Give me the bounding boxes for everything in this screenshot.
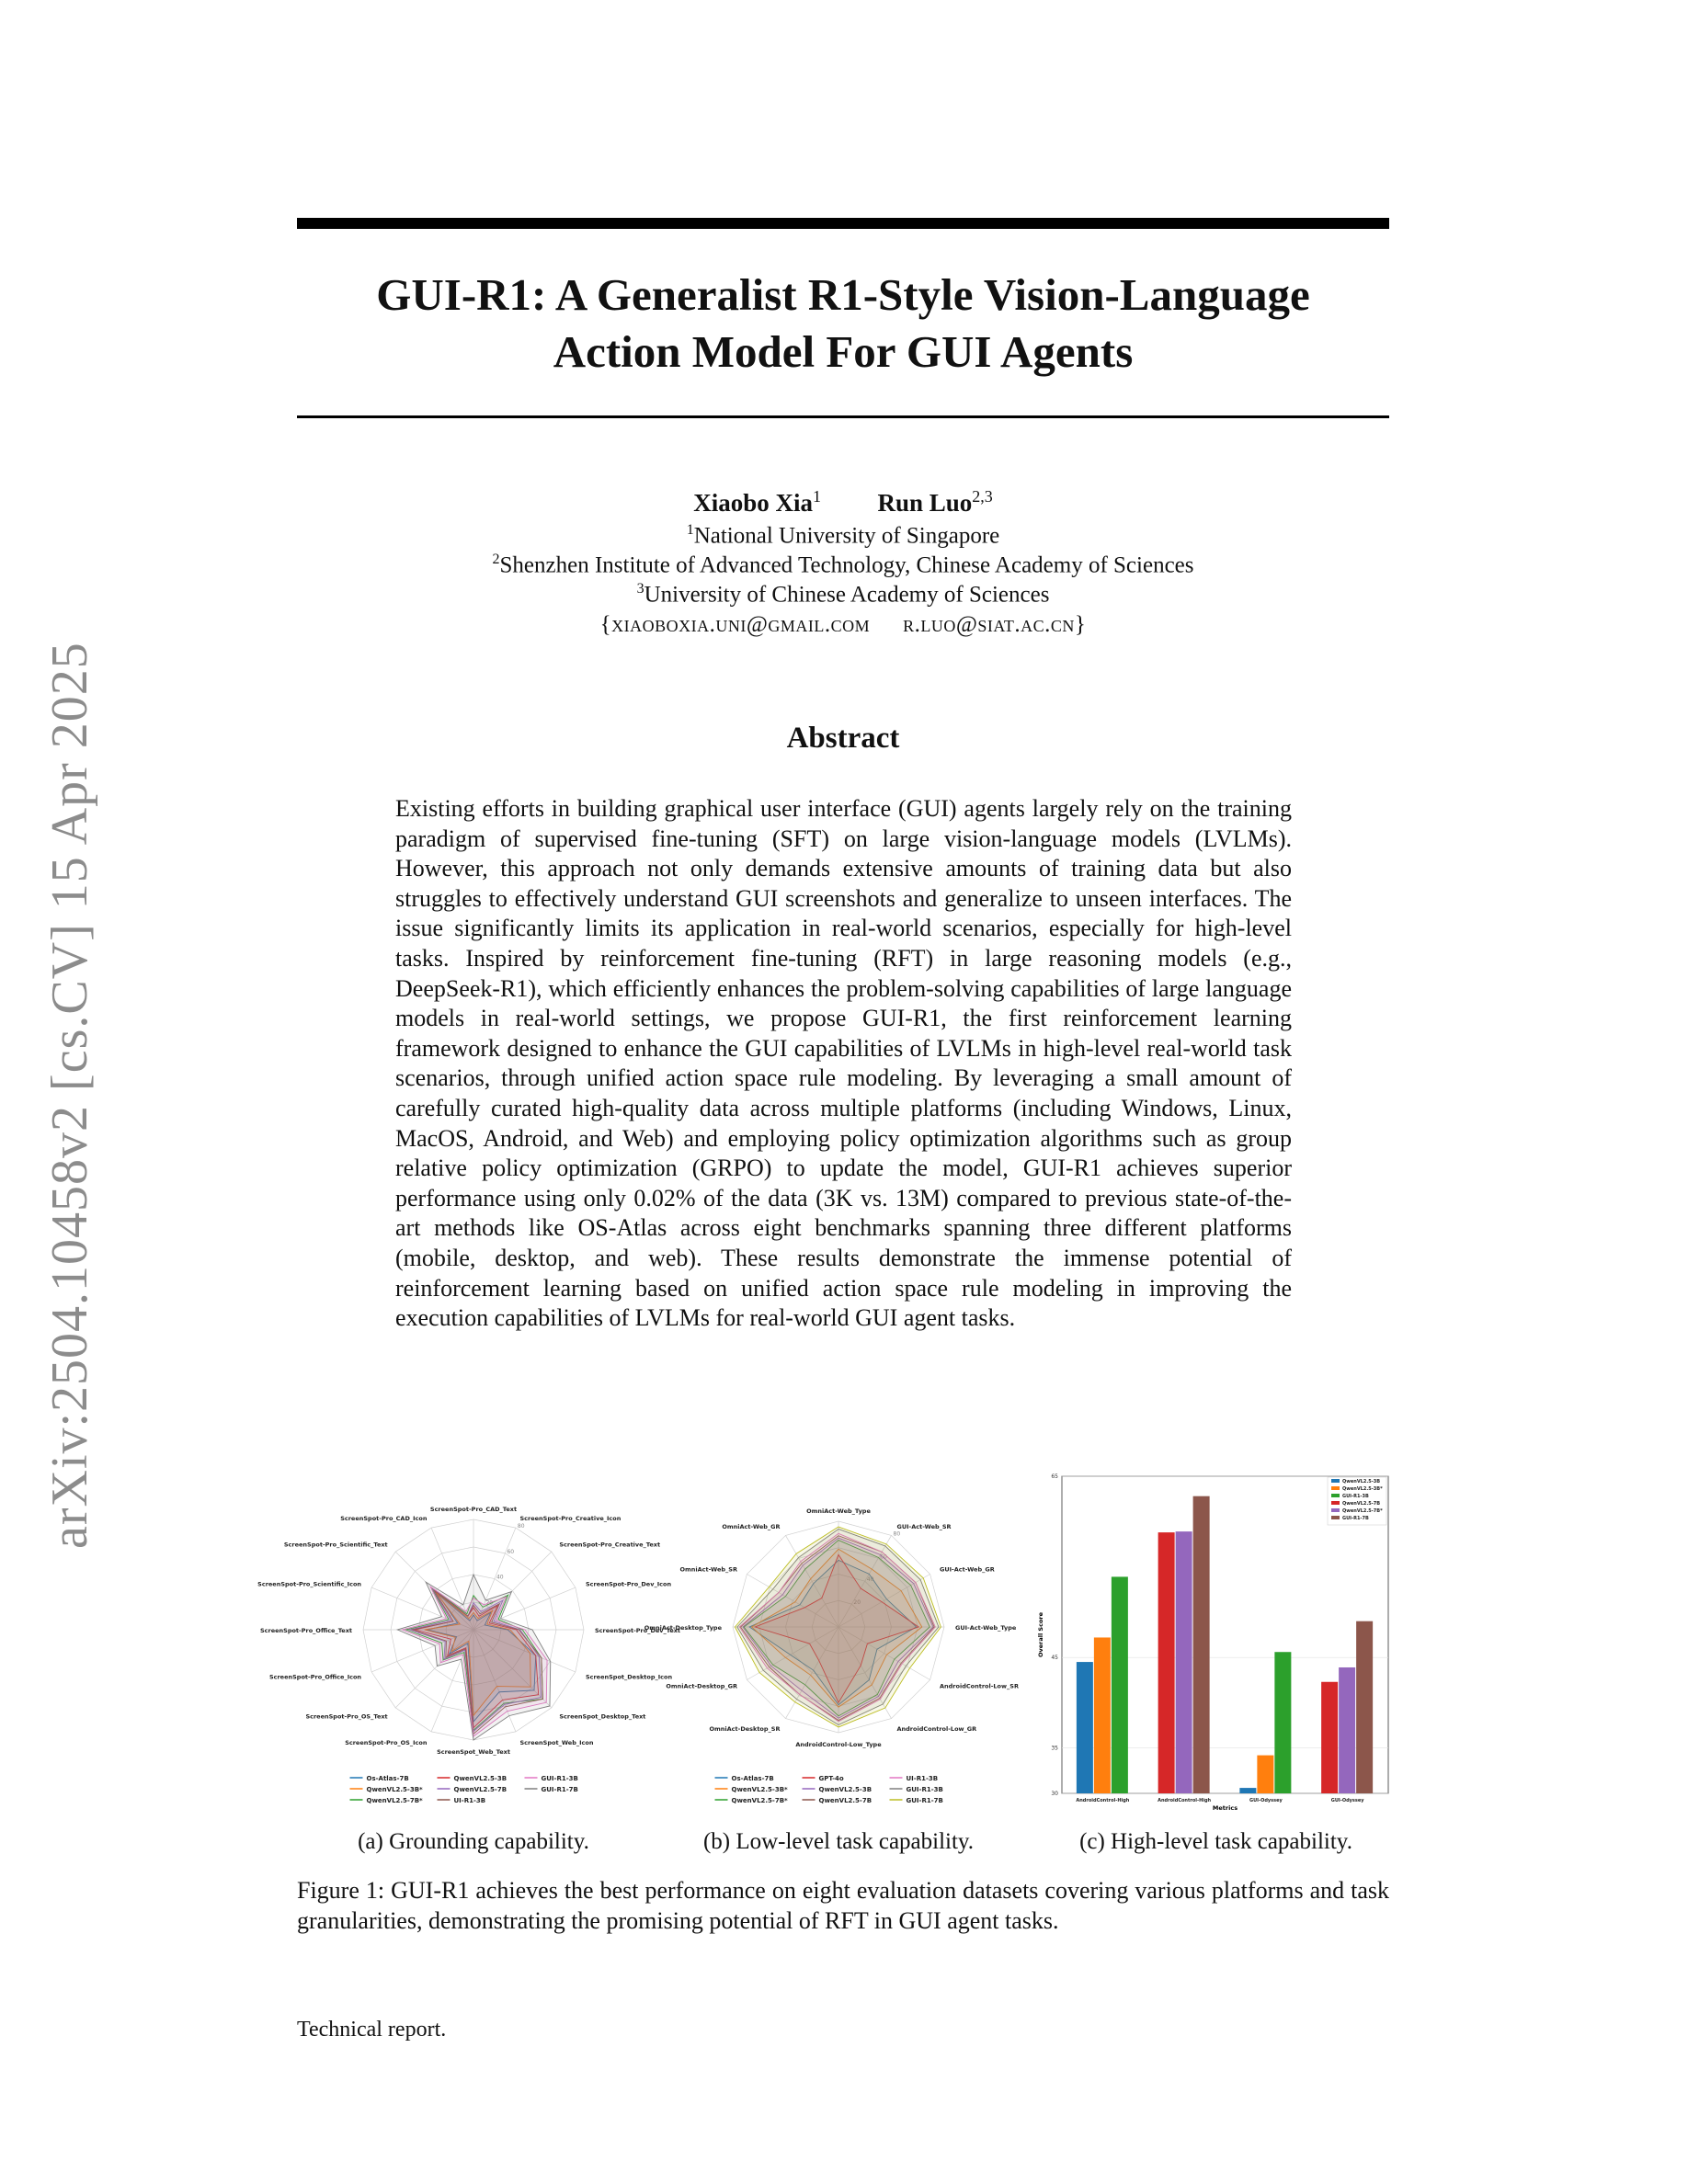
bar <box>1176 1531 1192 1793</box>
radar-series-area <box>397 1575 550 1740</box>
bar <box>1112 1576 1128 1793</box>
legend-label: QwenVL2.5-3B* <box>731 1786 788 1793</box>
y-axis-label: Overall Score <box>1037 1611 1044 1658</box>
figure-highlevel-bar <box>1034 1469 1397 1818</box>
legend-swatch <box>1331 1501 1340 1505</box>
email-link[interactable]: xiaoboxia.uni@gmail.com <box>611 612 871 637</box>
radar-axis-label: ScreenSpot-Pro_CAD_Icon <box>340 1515 428 1523</box>
radar-axis-label: GUI-Act-Web_GR <box>939 1565 995 1574</box>
x-tick-label: GUI-Odyssey <box>1249 1798 1283 1803</box>
paper-title <box>297 267 1389 381</box>
radar-tick-label: 80 <box>517 1523 525 1530</box>
bar <box>1356 1621 1373 1793</box>
radar-axis-label: ScreenSpot-Pro_Scientific_Icon <box>257 1580 362 1588</box>
legend-label: QwenVL2.5-7B* <box>366 1797 423 1804</box>
radar-axis-label: ScreenSpot_Desktop_Text <box>559 1712 646 1721</box>
radar-axis-label: ScreenSpot-Pro_Office_Icon <box>268 1673 362 1681</box>
legend-swatch <box>1331 1479 1340 1483</box>
author-affil-mark: 1 <box>812 487 821 506</box>
title-line-1: GUI-R1: A Generalist R1-Style Vision-Language <box>376 269 1310 320</box>
y-tick-label: 65 <box>1051 1473 1058 1480</box>
figure-caption: Figure 1: GUI-R1 achieves the best performance on eight evaluation datasets covering various platforms and task granularities, demonstrating the promising potential of RFT in GUI agent tasks. <box>297 1877 1389 1934</box>
legend-swatch <box>1331 1486 1340 1490</box>
legend-label: GUI-R1-3B <box>906 1786 943 1793</box>
legend-label: QwenVL2.5-3B <box>453 1775 508 1782</box>
radar-axis-label: OmniAct-Desktop_SR <box>709 1724 781 1733</box>
legend-label: QwenVL2.5-7B* <box>731 1797 788 1804</box>
radar-axis-label: AndroidControl-Low_Type <box>795 1741 882 1748</box>
radar-axis-label: AndroidControl-Low_SR <box>939 1682 1019 1690</box>
bar <box>1077 1662 1093 1793</box>
legend-label: GUI-R1-3B <box>1342 1494 1369 1499</box>
title-rule-top <box>297 218 1389 229</box>
y-tick-label: 30 <box>1051 1791 1058 1797</box>
legend-label: GUI-R1-7B <box>1342 1516 1369 1521</box>
radar-axis-label: OmniAct-Desktop_GR <box>666 1682 738 1690</box>
radar-axis-label: ScreenSpot_Web_Icon <box>519 1738 594 1746</box>
bar <box>1339 1667 1355 1793</box>
radar-tick-label: 20 <box>485 1599 494 1607</box>
bar <box>1274 1652 1291 1793</box>
radar-axis-label: OmniAct-Web_Type <box>806 1507 871 1515</box>
legend-swatch <box>1331 1508 1340 1512</box>
radar-axis-label: ScreenSpot-Pro_Creative_Text <box>559 1541 661 1549</box>
radar-chart-grounding <box>257 1469 681 1818</box>
y-tick-label: 45 <box>1051 1655 1058 1662</box>
y-tick-label: 35 <box>1051 1745 1058 1752</box>
radar-axis-label: ScreenSpot-Pro_Creative_Icon <box>519 1515 622 1523</box>
bar <box>1239 1788 1256 1793</box>
subcaption-b: (b) Low-level task capability. <box>702 1829 975 1854</box>
figure-grounding-radar <box>257 1469 681 1818</box>
bar <box>1158 1532 1175 1793</box>
bar <box>1321 1682 1338 1793</box>
legend-label: GUI-R1-7B <box>906 1797 943 1804</box>
radar-axis-label: OmniAct-Desktop_Type <box>644 1624 722 1632</box>
radar-axis-label: ScreenSpot-Pro_Dev_Text <box>595 1627 681 1634</box>
author-list <box>297 487 1389 518</box>
radar-axis-label: GUI-Act-Web_SR <box>896 1523 952 1531</box>
radar-axis-label: ScreenSpot-Pro_Scientific_Text <box>283 1541 388 1549</box>
legend-label: GUI-R1-3B <box>541 1775 578 1782</box>
radar-tick-label: 40 <box>496 1574 504 1581</box>
legend-swatch <box>1331 1494 1340 1497</box>
subcaption-c: (c) High-level task capability. <box>1079 1829 1352 1854</box>
radar-tick-label: 20 <box>853 1599 861 1607</box>
email-link[interactable]: r.luo@siat.ac.cn <box>903 612 1075 637</box>
radar-tick-label: 60 <box>507 1548 515 1555</box>
radar-axis-label: ScreenSpot_Desktop_Icon <box>585 1673 673 1681</box>
legend-label: Os-Atlas-7B <box>366 1775 409 1782</box>
radar-axis-label: ScreenSpot-Pro_CAD_Text <box>429 1506 518 1513</box>
legend-label: GUI-R1-7B <box>541 1786 578 1793</box>
legend-label: QwenVL2.5-3B <box>1342 1479 1381 1484</box>
author-affil-mark: 2,3 <box>972 487 993 506</box>
x-tick-label: AndroidControl-High <box>1158 1798 1212 1803</box>
legend-label: UI-R1-3B <box>453 1797 486 1804</box>
bar <box>1094 1637 1111 1793</box>
abstract-body: Existing efforts in building graphical user interface (GUI) agents largely rely on the training paradigm of supervised fine-tuning (SFT) on large vision-language models (LVLMs). However, this approach not only demands extensive amounts of training data but also struggles to effectively understand GUI screenshots and generalize to unseen interfaces. The issue significantly limits its application in real-world scenarios, especially for high-level tasks. Inspired by reinforcement fine-tuning (RFT) in large reasoning models (e.g., DeepSeek-R1), which efficiently enhances the problem-solving capabilities of large language models in real-world settings, we propose GUI-R1, the first reinforcement learning framework designed to enhance the GUI capabilities of LVLMs in high-level real-world task scenarios, through unified action space rule modeling. By leveraging a small amount of carefully curated high-quality data across multiple platforms (including Windows, Linux, MacOS, Android, and Web) and employing policy optimization algorithms such as group relative policy optimization (GRPO) to update the model, GUI-R1 achieves superior performance using only 0.02% of the data (3K vs. 13M) compared to previous state-of-the-art methods like OS-Atlas across eight benchmarks spanning three different platforms (mobile, desktop, and web). These results demonstrate the immense potential of reinforcement learning based on unified action space rule modeling in improving the execution capabilities of LVLMs for real-world GUI agent tasks. <box>395 795 1292 1332</box>
radar-axis-label: ScreenSpot-Pro_Office_Text <box>259 1627 352 1634</box>
legend-label: QwenVL2.5-7B* <box>1342 1508 1383 1514</box>
author-emails: {xiaoboxia.uni@gmail.com r.luo@siat.ac.cn} <box>599 612 1087 637</box>
radar-axis-label: OmniAct-Web_SR <box>679 1565 738 1574</box>
radar-chart-lowlevel <box>644 1469 1022 1818</box>
radar-axis-label: ScreenSpot_Web_Text <box>437 1748 510 1756</box>
radar-axis-label: GUI-Act-Web_Type <box>955 1624 1017 1632</box>
radar-tick-label: 40 <box>866 1576 874 1584</box>
legend-label: QwenVL2.5-7B <box>1342 1501 1381 1507</box>
affiliation: $^3$University of Chinese Academy of Sciences <box>636 581 1050 608</box>
title-line-2: Action Model For GUI Agents <box>553 326 1134 377</box>
legend-label: GPT-4o <box>818 1775 844 1782</box>
footnote: Technical report. <box>297 2018 447 2042</box>
affiliation: $^2$Shenzhen Institute of Advanced Technology, Chinese Academy of Sciences <box>492 552 1194 578</box>
abstract-heading: Abstract <box>786 722 900 755</box>
legend-label: Os-Atlas-7B <box>731 1775 774 1782</box>
legend-swatch <box>1331 1516 1340 1519</box>
bar <box>1257 1756 1273 1793</box>
figure-lowlevel-radar <box>644 1469 1022 1818</box>
title-rule-bottom <box>297 415 1389 418</box>
bar <box>1193 1496 1210 1793</box>
radar-axis-label: ScreenSpot-Pro_OS_Text <box>305 1712 388 1721</box>
legend-label: QwenVL2.5-3B <box>818 1786 873 1793</box>
arxiv-identifier-stamp: arXiv:2504.10458v2 [cs.CV] 15 Apr 2025 <box>41 642 98 1549</box>
author-name: Run Luo <box>877 489 973 517</box>
author-name: Xiaobo Xia <box>693 489 813 517</box>
radar-axis-label: AndroidControl-Low_GR <box>896 1724 977 1733</box>
subcaption-a: (a) Grounding capability. <box>358 1829 589 1854</box>
x-axis-label: Metrics <box>1212 1804 1238 1812</box>
legend-label: UI-R1-3B <box>906 1775 939 1782</box>
radar-tick-label: 60 <box>880 1553 887 1561</box>
radar-axis-label: OmniAct-Web_GR <box>722 1523 781 1531</box>
legend-label: QwenVL2.5-3B* <box>1342 1486 1383 1492</box>
legend-label: QwenVL2.5-7B <box>818 1797 873 1804</box>
legend-label: QwenVL2.5-7B <box>453 1786 508 1793</box>
x-tick-label: AndroidControl-High <box>1076 1798 1130 1803</box>
legend-label: QwenVL2.5-3B* <box>366 1786 423 1793</box>
x-tick-label: GUI-Odyssey <box>1330 1798 1364 1803</box>
affiliation: $^1$National University of Singapore <box>686 522 1000 549</box>
radar-tick-label: 80 <box>893 1530 901 1538</box>
radar-axis-label: ScreenSpot-Pro_OS_Icon <box>345 1738 428 1746</box>
bar-chart-highlevel <box>1034 1469 1397 1818</box>
radar-series-area <box>735 1527 941 1727</box>
radar-axis-label: ScreenSpot-Pro_Dev_Icon <box>585 1580 672 1588</box>
